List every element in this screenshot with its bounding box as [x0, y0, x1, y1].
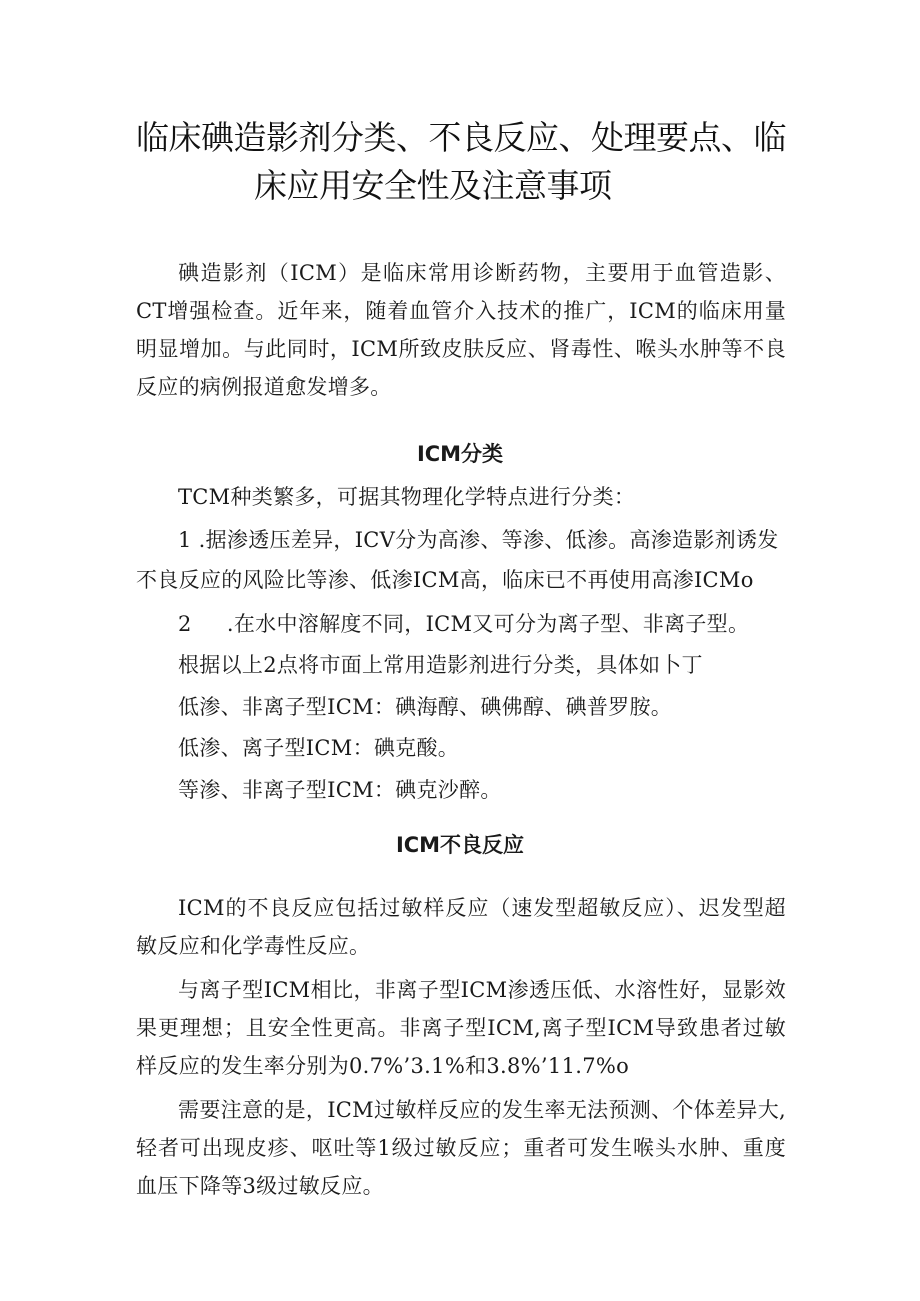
classification-iso-osmolar-nonionic: 等渗、非离子型ICM：碘克沙醉。: [178, 778, 502, 802]
document-title: [136, 114, 796, 210]
adverse-paragraph-1: ICM的不良反应包括过敏样反应（速发型超敏反应）、迟发型超敏反应和化学毒性反应。: [136, 896, 786, 958]
title-line-1: 临床碘造影剂分类、不良反应、处理要点、临: [136, 118, 786, 157]
title-line-2: 床应用安全性及注意事项: [254, 166, 612, 205]
adverse-reactions-block: [136, 889, 786, 1205]
adverse-paragraph-2: 与离子型ICM相比，非离子型ICM渗透压低、水溶性好，显影效果更理想；且安全性更高。非离子型ICM,离子型ICM导致患者过敏样反应的发生率分别为0.7%’3.1%和3.8%’11.7%o: [136, 978, 786, 1078]
section-heading-adverse-reactions: ICM不良反应: [395, 833, 525, 857]
classification-summary: 根据以上2点将市面上常用造影剂进行分类，具体如卜丁: [178, 653, 703, 677]
intro-paragraph-block: [136, 254, 786, 406]
section-heading-classification: ICM分类: [416, 442, 504, 466]
classification-low-osmolar-nonionic: 低渗、非离子型ICM：碘海醇、碘佛醇、碘普罗胺。: [178, 695, 673, 719]
classification-item-1-line-1: 1 .据渗透压差异，ICV分为高渗、等渗、低渗。高渗造影剂诱发: [178, 528, 779, 552]
classification-low-osmolar-ionic: 低渗、离子型ICM：碘克酸。: [178, 736, 460, 760]
classification-item-1-line-2: 不良反应的风险比等渗、低渗ICM高，临床已不再使用高渗ICMo: [136, 568, 754, 592]
classification-item-2: 2 .在水中溶解度不同，ICM又可分为离子型、非离子型。: [178, 612, 750, 636]
adverse-paragraph-3: 需要注意的是，ICM过敏样反应的发生率无法预测、个体差异大,轻者可出现皮疹、呕吐等1级过敏反应；重者可发生喉头水肿、重度血压下降等3级过敏反应。: [136, 1098, 786, 1198]
classification-lead: TCM种类繁多，可据其物理化学特点进行分类：: [178, 485, 636, 509]
intro-paragraph: 碘造影剂（ICM）是临床常用诊断药物，主要用于血管造影、CT增强检查。近年来，随着血管介入技术的推广，ICM的临床用量明显增加。与此同时，ICM所致皮肤反应、肾毒性、喉头水肿等不良反应的病例报道愈发增多。: [136, 261, 786, 399]
